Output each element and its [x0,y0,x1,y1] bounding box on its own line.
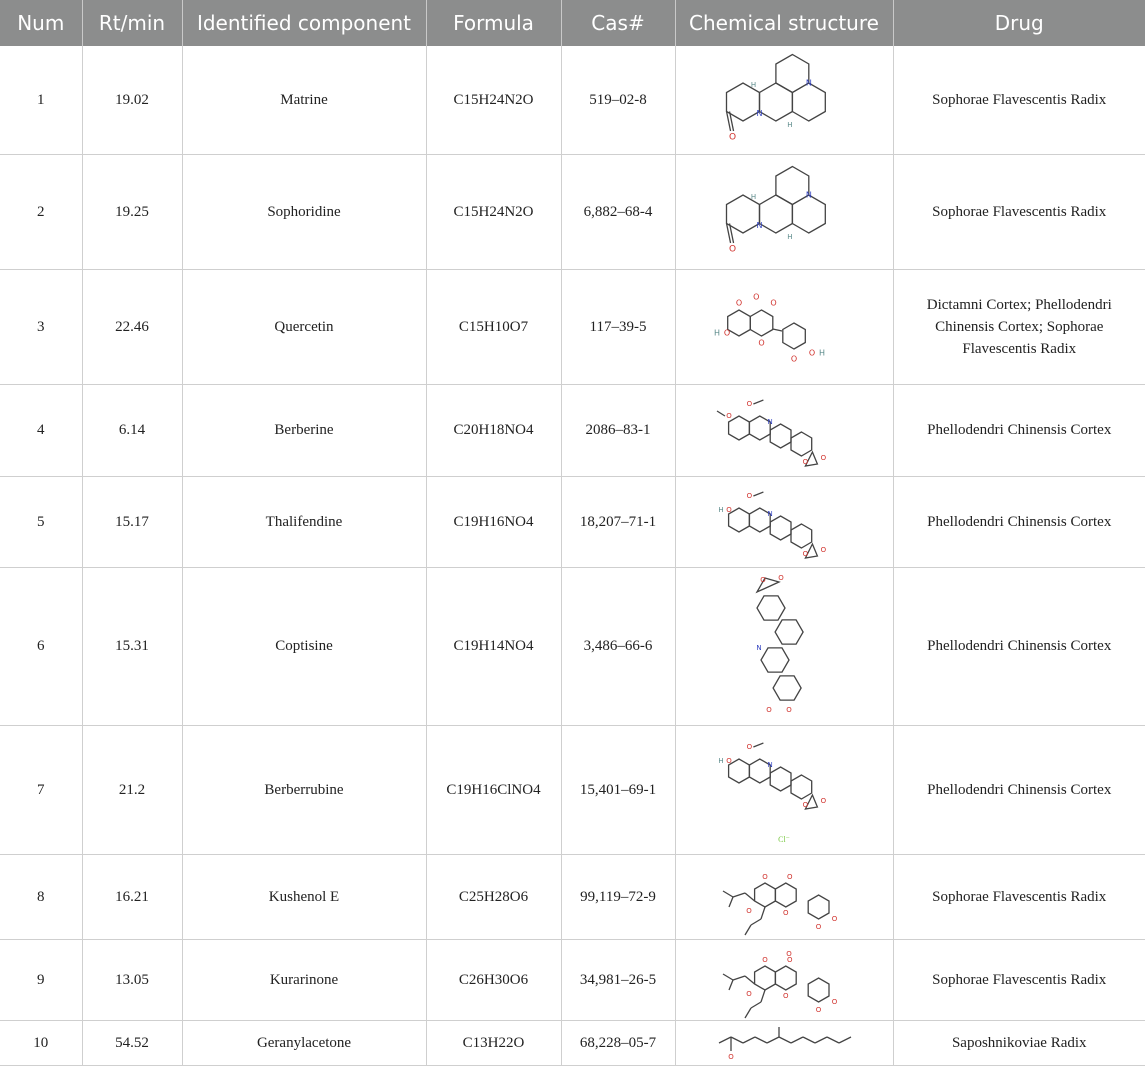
table-row [0,567,1145,725]
cell-component: Coptisine [182,567,426,725]
cell-num: 4 [0,384,82,476]
cell-drug: Sophorae Flavescentis Radix [893,154,1145,269]
sophoridine-structure [709,162,859,262]
svg-text:O: O [786,949,792,958]
kurarinone-structure [709,940,859,1020]
svg-text:O: O [787,872,793,881]
header-rt: Rt/min [82,0,182,46]
cell-rt: 13.05 [82,939,182,1020]
header-row [0,0,1145,46]
berberine-structure [709,386,859,474]
cell-cas: 99,119–72-9 [561,854,675,939]
cell-num: 2 [0,154,82,269]
svg-text:O: O [820,454,827,462]
chloride-ion: Cl⁻ [778,834,790,844]
header-component: Identified component [182,0,426,46]
cell-num: 9 [0,939,82,1020]
cell-rt: 6.14 [82,384,182,476]
cell-cas: 18,207–71-1 [561,476,675,567]
cell-drug: Sophorae Flavescentis Radix [893,939,1145,1020]
matrine-structure [709,50,859,150]
svg-text:N: N [756,644,762,652]
svg-text:H: H [750,80,757,89]
cell-cas: 117–39-5 [561,269,675,384]
header-structure: Chemical structure [675,0,893,46]
cell-component: Thalifendine [182,476,426,567]
cell-formula: C20H18NO4 [426,384,561,476]
cell-num: 7 [0,725,82,854]
cell-cas: 3,486–66-6 [561,567,675,725]
cell-component: Quercetin [182,269,426,384]
svg-text:O: O [746,989,752,998]
cell-cas: 519–02-8 [561,46,675,154]
cell-structure [675,46,893,154]
svg-text:O: O [790,354,798,363]
cell-structure [675,154,893,269]
cell-formula: C13H22O [426,1020,561,1065]
cell-drug: Saposhnikoviae Radix [893,1020,1145,1065]
cell-drug: Dictamni Cortex; Phellodendri Chinensis Cortex; Sophorae Flavescentis Radix [893,269,1145,384]
cell-drug: Phellodendri Chinensis Cortex [893,476,1145,567]
cell-num: 10 [0,1020,82,1065]
cell-structure [675,725,893,854]
table-row [0,476,1145,567]
cell-drug: Phellodendri Chinensis Cortex [893,567,1145,725]
quercetin-structure [709,281,859,373]
table-row [0,269,1145,384]
table-row [0,725,1145,854]
cell-cas: 2086–83-1 [561,384,675,476]
cell-cas: 15,401–69-1 [561,725,675,854]
svg-text:O: O [758,338,765,347]
svg-text:O: O [762,955,768,964]
cell-structure [675,567,893,725]
cell-rt: 19.02 [82,46,182,154]
berberrubine-structure [709,729,859,817]
svg-text:O: O [726,505,732,514]
svg-text:O: O [802,800,809,809]
cell-formula: C19H16NO4 [426,476,561,567]
cell-drug: Sophorae Flavescentis Radix [893,46,1145,154]
cell-formula: C15H24N2O [426,154,561,269]
svg-text:O: O [726,756,732,765]
cell-cas: 34,981–26-5 [561,939,675,1020]
svg-text:N: N [767,418,773,426]
svg-text:O: O [753,292,760,301]
svg-text:O: O [746,400,753,408]
cell-formula: C15H10O7 [426,269,561,384]
cell-formula: C15H24N2O [426,46,561,154]
svg-text:O: O [786,706,792,714]
svg-text:O: O [802,458,809,466]
thalifendine-structure [709,478,859,566]
cell-cas: 68,228–05-7 [561,1020,675,1065]
svg-text:H: H [819,348,826,357]
svg-text:N: N [805,78,812,88]
svg-text:H: H [787,120,793,129]
svg-text:O: O [808,348,816,357]
svg-text:O: O [766,706,772,714]
cell-structure [675,854,893,939]
svg-text:O: O [783,991,789,1000]
svg-text:N: N [767,509,773,518]
cell-component: Geranylacetone [182,1020,426,1065]
svg-text:O: O [760,576,766,584]
cell-num: 6 [0,567,82,725]
table-row [0,1020,1145,1065]
cell-drug: Phellodendri Chinensis Cortex [893,384,1145,476]
cell-rt: 15.17 [82,476,182,567]
svg-text:O: O [735,298,743,307]
cell-rt: 54.52 [82,1020,182,1065]
table-row [0,154,1145,269]
svg-text:H: H [787,232,793,241]
cell-num: 3 [0,269,82,384]
svg-text:O: O [783,908,789,917]
cell-component: Kurarinone [182,939,426,1020]
svg-text:O: O [728,132,737,143]
cell-component: Berberrubine [182,725,426,854]
table-row [0,939,1145,1020]
svg-text:H: H [718,756,724,765]
cell-num: 8 [0,854,82,939]
svg-text:O: O [787,955,793,964]
cell-rt: 15.31 [82,567,182,725]
svg-text:O: O [820,796,827,805]
cell-component: Berberine [182,384,426,476]
svg-text:O: O [815,922,822,931]
svg-text:O: O [802,549,809,558]
svg-text:H: H [750,192,757,201]
table-row [0,384,1145,476]
svg-text:O: O [815,1005,822,1014]
cell-component: Matrine [182,46,426,154]
cell-structure [675,269,893,384]
cell-formula: C19H16ClNO4 [426,725,561,854]
cell-rt: 21.2 [82,725,182,854]
cell-rt: 22.46 [82,269,182,384]
cell-num: 1 [0,46,82,154]
svg-text:O: O [728,1052,734,1061]
cell-structure [675,476,893,567]
geranylacetone-structure [709,1023,859,1063]
svg-text:N: N [767,760,773,769]
table-row [0,46,1145,154]
kushenol-e-structure [709,857,859,937]
svg-text:O: O [778,574,784,582]
svg-text:N: N [805,190,812,199]
cell-structure [675,384,893,476]
svg-text:O: O [770,298,777,307]
cell-rt: 16.21 [82,854,182,939]
svg-text:O: O [728,244,737,254]
cell-component: Kushenol E [182,854,426,939]
cell-structure [675,1020,893,1065]
svg-text:O: O [831,997,838,1006]
svg-text:H: H [713,328,721,337]
header-cas: Cas# [561,0,675,46]
svg-text:O: O [762,872,768,881]
svg-text:N: N [756,220,763,230]
svg-text:O: O [820,545,827,554]
svg-text:H: H [718,505,724,514]
table-row [0,854,1145,939]
cell-structure [675,939,893,1020]
cell-drug: Sophorae Flavescentis Radix [893,854,1145,939]
header-formula: Formula [426,0,561,46]
svg-text:O: O [726,412,732,420]
svg-text:O: O [831,914,838,923]
cell-formula: C25H28O6 [426,854,561,939]
cell-cas: 6,882–68-4 [561,154,675,269]
svg-text:O: O [746,742,753,751]
cell-rt: 19.25 [82,154,182,269]
cell-drug: Phellodendri Chinensis Cortex [893,725,1145,854]
cell-formula: C19H14NO4 [426,567,561,725]
cell-component: Sophoridine [182,154,426,269]
svg-text:O: O [746,491,753,500]
header-drug: Drug [893,0,1145,46]
svg-text:N: N [756,108,763,118]
cell-formula: C26H30O6 [426,939,561,1020]
svg-text:O: O [746,906,752,915]
coptisine-structure [709,570,859,722]
header-num: Num [0,0,82,46]
svg-text:O: O [723,328,731,337]
cell-num: 5 [0,476,82,567]
